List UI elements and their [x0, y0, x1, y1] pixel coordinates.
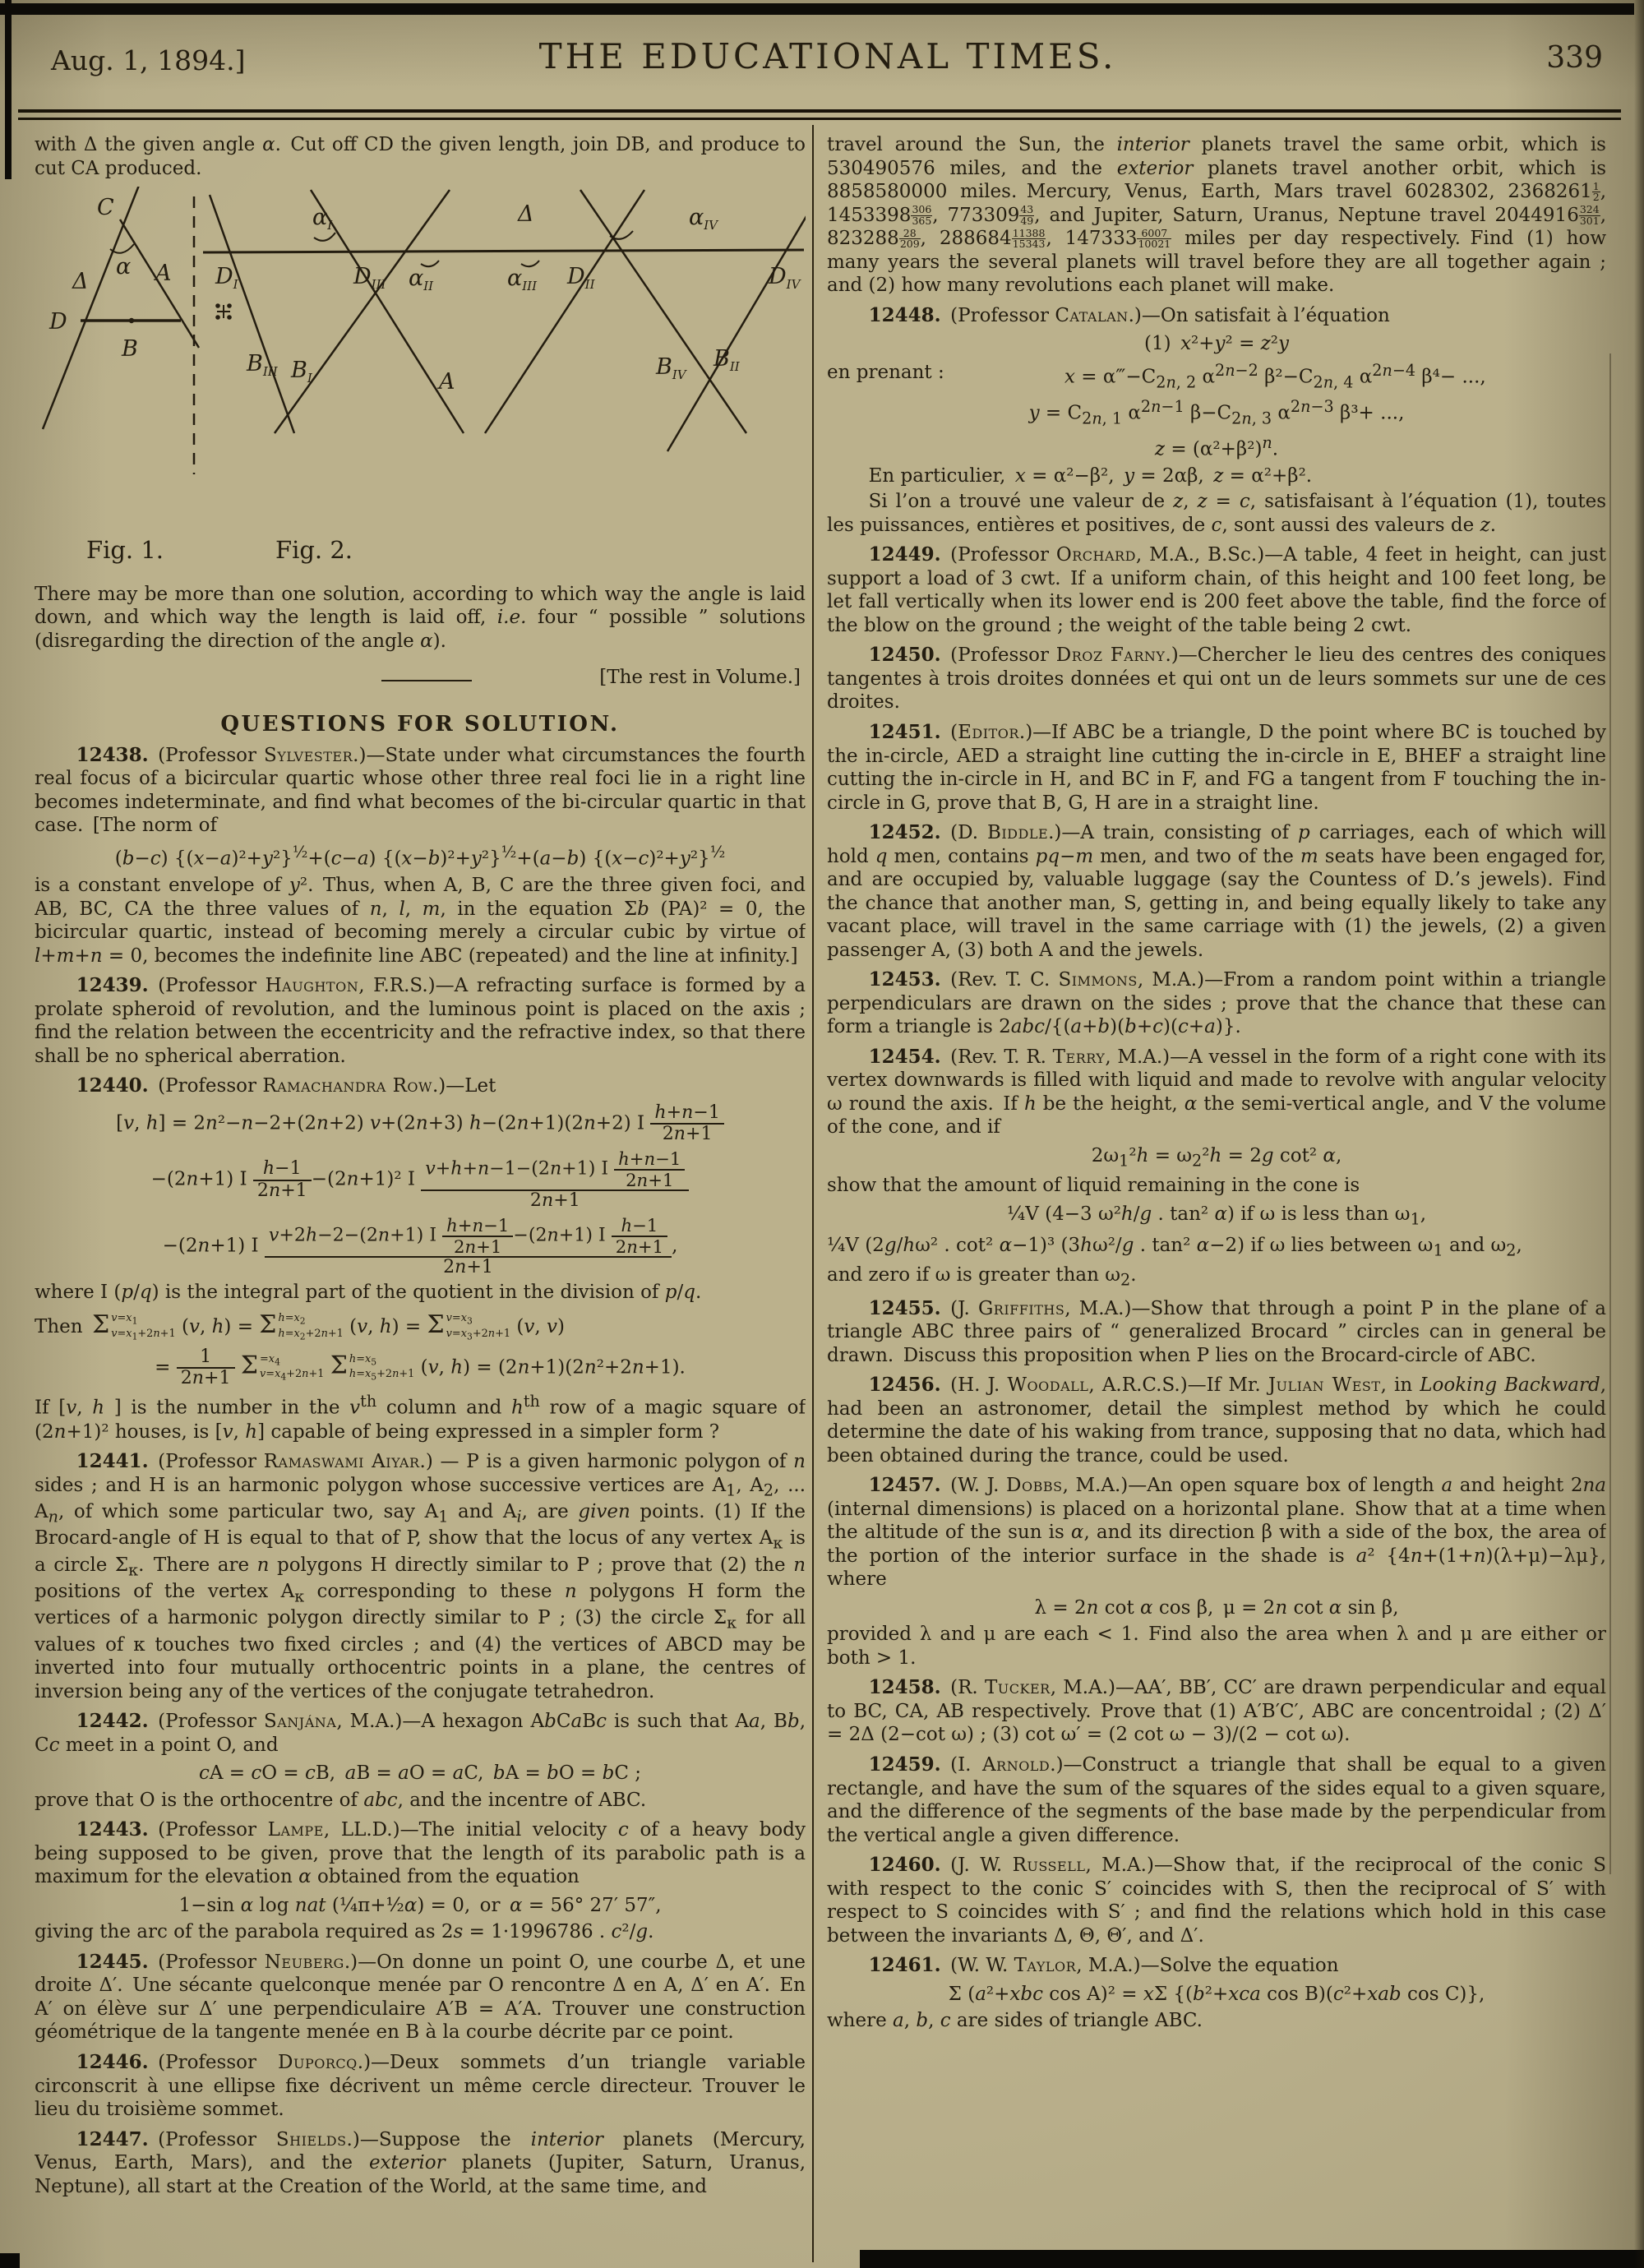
rest-note: [The rest in Volume.]	[599, 667, 801, 689]
end-rule	[381, 680, 472, 681]
page-number: 339	[1546, 41, 1603, 75]
problem-12439: 12439. (Professor Haughton, F.R.S.)—A refracting surface is formed by a prolate spheroid of revolution, and the luminous point is placed on the axis ; find the relation between the eccentricity and the refractive index, so that there shall be no spherical aberration.	[35, 974, 806, 1067]
problem-12447: 12447. (Professor Shields.)—Suppose the interior planets (Mercury, Venus, Earth, Mars), and the exterior planets (Jupiter, Saturn, Uranus, Neptune), all start at the Creation of the World, at the same time, and	[35, 2127, 806, 2197]
fig2-line-2	[275, 190, 450, 433]
fig2-caption: Fig. 2.	[275, 536, 353, 565]
problem-12450: 12450. (Professor Droz Farny.)—Chercher le lieu des centres des coniques tangentes à trois droites données et qui ont un de leurs sommets sur une de ces droites.	[827, 644, 1606, 714]
section-heading: QUESTIONS FOR SOLUTION.	[220, 711, 620, 737]
fig2-angle-arc-3	[521, 261, 539, 266]
problem-12459: 12459. (I. Arnold.)—Construct a triangle that shall be equal to a given rectangle, and have the sum of the squares of the sides equal to a given square, and the difference of the segments of the base made by the perpendicular from the vertical angle a given difference.	[827, 1753, 1606, 1846]
fig2-line-5	[580, 190, 746, 433]
fig1-label-alpha: α	[116, 254, 132, 280]
problem-12441: 12441. (Professor Ramaswami Aiyar.) — P is a given harmonic polygon of n sides ; and H is an harmonic polygon whose successive vertices are $A_1$, $A_2$, ... $A_n$, of which some particular two, say $A_1$ and $A_i$, are given points. (1) If the Brocard-angle of H is equal to that of P, show that the locus of any vertex $A_\kappa$ is a circle $\Sigma_\kappa$. There are n polygons H directly similar to P ; prove that (2) the n positions of the vertex $A_\kappa$ corresponding to these n polygons H form the vertices of a harmonic polygon directly similar to P ; (3) the circle $\Sigma_\kappa$ for all values of κ touches two fixed circles ; and (4) the vertices of ABCD may be inverted into four mutually orthocentric points in a plane, the centres of inversion being any of the vertices of the conjugate tetrahedron.	[35, 1450, 806, 1702]
fig2-label-DIV: $D_{IV}$	[769, 264, 801, 293]
problem-12449: 12449. (Professor Orchard, M.A., B.Sc.)—A table, 4 feet in height, can just support a load of 3 cwt. If a uniform chain, of this height and 100 feet long, be let fall vertically when its lower end is 200 feet above the table, find the force of the blow on the ground ; the weight of the table being 2 cwt.	[827, 543, 1606, 636]
scan-edge-left	[5, 0, 12, 179]
fig2-baseline	[203, 250, 804, 252]
fig2-label-alphaIV: $\alpha_{IV}$	[689, 205, 718, 233]
problem-12461: 12461. (W. W. Taylor, M.A.)—Solve the equation Σ (a²+xbc cos A)² = xΣ {(b²+xca cos B)(c²+xab cos C)}, where a, b, c are sides of triangle ABC.	[827, 1954, 1485, 2032]
fig2-label-DIII: $D_{III}$	[353, 264, 386, 293]
problem-12440: 12440. (Professor Ramachandra Row.)—Let [v, h] = 2n²−n−2+(2n+2) v+(2n+3) h−(2n+1)(2n+2) I $\frac{h+n-1}{2n+1}$ −(2n+1) I $\frac{h-1}{2n+1}$ −(2n+1)² I v+h+n−1−(2n+1) I $\frac{h+n-1}{2n+1}$ 2n+1 −(2n+1) I v+2h−2−(2n+1) I $\frac{h+n-1}{2n+1}$ −(2n+1) I $\frac{h-1}{2n+1}$ 2n+1 , where I (p/q) is the integral part of the quotient in the division of p/q. Then Σ $v=x_1$ $v=x_1+2n+1$ (v, h) = Σ $h=x_2$ $h=x_2+2n+1$ (v, h) = Σ $v=x_3$ $v=x_3+2n+1$ (v, v) = $\frac{1}{2n+1}$ Σ $=x_4$ $v=x_4+2n+1$ Σ $h=x_5$ $h=x_5+2n+1$ (v, h) = (2n+1)(2n²+2n+1). If [v, h ] is the number in the $v^{th}$ column and $h^{th}$ row of a magic square of (2n+1)² houses, is [v, h] capable of being expressed in a simpler form ?	[35, 1074, 806, 1443]
column-divider	[812, 125, 814, 2262]
fig2-label-alphaI: $\alpha_I$	[312, 205, 333, 233]
page-title: THE EDUCATIONAL TIMES.	[538, 36, 1117, 76]
problem-12452: 12452. (D. Biddle.)—A train, consisting of p carriages, each of which will hold q men, contains pq−m men, and two of the m seats have been engaged for, and are occupied by, valuable luggage (say the Countess of D.’s jewels). Find the chance that another man, S, getting in, and being equally likely to take any vacant place, will travel in the same carriage with (1) the jewels, (2) a given passenger A, (3) both A and the jewels.	[827, 821, 1606, 961]
fig1-caption: Fig. 1.	[85, 536, 164, 565]
fig1-triangle-diagram	[43, 187, 199, 429]
problem-12443: 12443. (Professor Lampe, LL.D.)—The initial velocity c of a heavy body being supposed to be given, prove that the length of its parabolic path is a maximum for the elevation α obtained from the equation 1−sin α log nat (¼π+½α) = 0, or α = 56° 27′ 57″, giving the arc of the parabola required as 2s = 1·1996786 . c²/g.	[35, 1818, 806, 1943]
problem-12456: 12456. (H. J. Woodall, A.R.C.S.)—If Mr. Julian West, in Looking Backward, had been an astronomer, detail the simplest method by which he could determine the date of his waking from trance, supposing that no data, which had been obtained during the trance, could be used.	[827, 1374, 1606, 1467]
fig2-label-BI: $B_I$	[291, 358, 312, 386]
problem-12460: 12460. (J. W. Russell, M.A.)—Show that, if the reciprocal of the conic S with respect to the conic S′ coincides with S, then the reciprocal of S′ with respect to S coincides with S′ ; and find the relations which hold in this case between the invariants Δ, Θ, Θ′, and Δ′.	[827, 1854, 1606, 1947]
problem-12458: 12458. (R. Tucker, M.A.)—AA′, BB′, CC′ are drawn perpendicular and equal to BC, CA, AB respectively. Prove that (1) A′B′C′, ABC are concentroidal ; (2) Δ′ = 2Δ (2−cot ω) ; (3) cot ω′ = (2 cot ω − 3)/(2 − cot ω).	[827, 1676, 1606, 1746]
fig2-label-DI: $D_I$	[215, 264, 238, 293]
problem-12438: 12438. (Professor Sylvester.)—State under what circumstances the fourth real focus of a bicircular quartic whose other three real foci lie in a right line becomes indeterminate, and find what becomes of the bi-circular quartic in that case. [The norm of (b−c) $\{(x-a)^2+y^2\}^{\frac{1}{2}}+(c-a)$ $\{(x-b)^2+y^2\}^{\frac{1}{2}}+(a-b)$ $\{(x-c)^2+y^2\}^{\frac{1}{2}}$ is a constant envelope of y². Thus, when A, B, C are the three given foci, and AB, BC, CA the three values of n, l, m, in the equation Σb (PA)² = 0, the bicircular quartic, instead of becoming merely a circular cubic by virtue of l+m+n = 0, becomes the indefinite line ABC (repeated) and the line at infinity.]	[35, 743, 806, 967]
scan-edge-bottom	[860, 2250, 1644, 2268]
fig2-line-3	[311, 190, 464, 433]
fig2-line-1	[210, 195, 294, 433]
problem-12453: 12453. (Rev. T. C. Simmons, M.A.)—From a random point within a triangle perpendiculars are drawn on the sides ; prove that the chance that these can form a triangle is 2abc/{(a+b)(b+c)(c+a)}.	[827, 968, 1606, 1038]
figure-diagrams	[35, 187, 806, 580]
fig2-construction-diagram	[203, 190, 806, 451]
fig1-label-A: A	[155, 261, 172, 287]
fig2-label-alphaII: $\alpha_{II}$	[409, 266, 434, 294]
paragraph-intro: with Δ the given angle α. Cut off CD the given length, join DB, and produce to cut CA produced.	[35, 134, 806, 179]
issue-date: Aug. 1, 1894.]	[51, 44, 246, 76]
paragraph-12447-continuation: travel around the Sun, the interior planets travel the same orbit, which is 530490576 miles, and the exterior planets travel another orbit, which is 8858580000 miles. Mercury, Venus, Earth, Mars travel 6028302, 2368261 $\frac{1}{2}$ , 1453398 $\frac{306}{365}$ , 773309 $\frac{43}{49}$ , and Jupiter, Saturn, Uranus, Neptune travel 2044916 $\frac{324}{301}$ , 823288 $\frac{28}{209}$ , 288684 $\frac{11388}{15343}$ , 147333 $\frac{6007}{10021}$ miles per day respectively. Find (1) how many years the several planets will travel before they are all together again ; and (2) how many revolutions each planet will make.	[827, 134, 1606, 297]
problem-12442: 12442. (Professor Sanjána, M.A.)—A hexagon AbCaBc is such that Aa, Bb, Cc meet in a point O, and cA = cO = cB, aB = aO = aC, bA = bO = bC ; prove that O is the orthocentre of abc, and the incentre of ABC.	[35, 1710, 806, 1811]
fig2-label-delta: Δ	[518, 201, 534, 228]
fig2-label-DII: $D_{II}$	[567, 264, 595, 293]
fig2-label-A: A	[439, 369, 455, 395]
rest-note-line	[35, 666, 806, 690]
paragraph-solutions-note: There may be more than one solution, according to which way the angle is laid down, and which way the length is laid off, i.e. four “ possible ” solutions (disregarding the direction of the angle α).	[35, 583, 806, 652]
fig1-point-b	[129, 318, 134, 323]
right-margin-line	[1609, 353, 1611, 1874]
problem-12445: 12445. (Professor Neuberg.)—On donne un point O, une courbe Δ, et une droite Δ′. Une sécante quelconque menée par O rencontre Δ en A, Δ′ en A′. En A′ on élève sur Δ′ une perpendiculaire A′B = A′A. Trouver une construction géométrique de la tangente menée en B à la courbe décrite par ce point.	[35, 1950, 806, 2044]
problem-12448: 12448. (Professor Catalan.)—On satisfait à l’équation (1) x²+y² = z²y en prenant : $x = \alpha‴-C_{2n, 2}$ $\alpha^{2n-2}$ $\beta^2-C_{2n, 4}$ $\alpha^{2n-4}$ β⁴− ..., $y = C_{2n, 1}$ $\alpha^{2n-1}$ $\beta-C_{2n, 3}$ $\alpha^{2n-3}$ β³+ ..., $z = (\alpha^2+\beta^2)^n$. En particulier, x = α²−β², y = 2αβ, z = α²+β². Si l’on a trouvé une valeur de z, z = c, satisfaisant à l’équation (1), toutes les puissances, entières et positives, de c, sont aussi des valeurs de z.	[827, 303, 1606, 536]
fig2-reference-mark	[216, 304, 231, 319]
fig1-label-C: C	[97, 195, 114, 221]
right-column	[827, 130, 1606, 2264]
geometry-figure-svg	[35, 187, 806, 573]
problem-12451: 12451. (Editor.)—If ABC be a triangle, D the point where BC is touched by the in-circle, AED a straight line cutting the in-circle in E, BHEF a straight line cutting the in-circle in H, and BC in F, and FG a tangent from F touching the in-circle in G, prove that B, G, H are in a straight line.	[827, 721, 1606, 814]
fig2-angle-arc-2	[421, 261, 439, 266]
fig2-angle-arc-1	[314, 233, 335, 241]
scan-mark-bottom-left	[0, 2253, 20, 2268]
fig1-label-D: D	[49, 309, 67, 335]
fig1-label-B: B	[122, 336, 138, 363]
problem-12446: 12446. (Professor Duporcq.)—Deux sommets d’un triangle variable circonscrit à une ellipse fixe décrivent un même cercle directeur. Trouver le lieu du troisième sommet.	[35, 2051, 806, 2121]
problem-12454: 12454. (Rev. T. R. Terry, M.A.)—A vessel in the form of a right cone with its vertex downwards is filled with liquid and made to revolve with angular velocity ω round the axis. If h be the height, α the semi-vertical angle, and V the volume of the cone, and if $2\omega_1^2h = \omega_2^2h = 2g$ cot² α, show that the amount of liquid remaining in the cone is ¼V (4−3 ω²h/g . tan² α) if ω is less than $\omega_1$, ¼V (2g/hω² . cot² α−1)³ (3hω²/g . tan² α−2) if ω lies between $\omega_1$ and $\omega_2$, and zero if ω is greater than $\omega_2$.	[827, 1045, 1606, 1290]
scan-edge-right	[1634, 0, 1644, 2268]
fig2-line-4	[485, 190, 644, 433]
fig1-label-delta: Δ	[72, 269, 89, 295]
problem-12455: 12455. (J. Griffiths, M.A.)—Show that through a point P in the plane of a triangle ABC three pairs of “ generalized Brocard ” circles can in general be drawn. Discuss this proposition when P lies on the Brocard-circle of ABC.	[827, 1296, 1606, 1366]
fig2-label-BIII: $B_{III}$	[247, 351, 278, 380]
problem-12457: 12457. (W. J. Dobbs, M.A.)—An open square box of length a and height 2na (internal dimensions) is placed on a horizontal plane. Show that at a time when the altitude of the sun is α, and its direction β with a side of the box, the area of the portion of the interior surface in the shade is a² {4n+(1+n)(λ+μ)−λμ}, where λ = 2n cot α cos β, μ = 2n cot α sin β, provided λ and μ are each < 1. Find also the area when λ and μ are either or both > 1.	[827, 1474, 1606, 1669]
fig2-angle-arc-4	[610, 231, 633, 239]
page-header	[51, 35, 1605, 92]
fig2-line-6	[667, 198, 806, 451]
fig2-label-alphaIII: $\alpha_{III}$	[507, 266, 538, 294]
fig2-label-BII: $B_{II}$	[713, 346, 740, 375]
left-column	[35, 130, 806, 2264]
scan-edge-top	[0, 3, 1634, 15]
fig2-label-BIV: $B_{IV}$	[656, 354, 686, 383]
header-rule	[18, 109, 1621, 120]
fig1-line-dc	[43, 187, 140, 429]
